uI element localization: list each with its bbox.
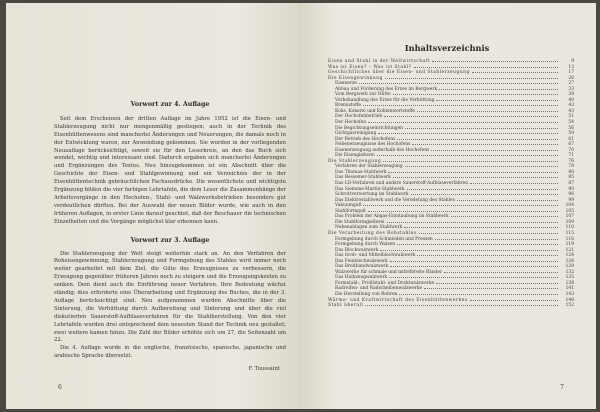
toc-leader-dots — [387, 222, 558, 223]
toc-entry-page: 43 — [568, 108, 574, 114]
toc-leader-dots — [378, 133, 558, 134]
toc-leader-dots — [436, 100, 558, 101]
preface-3-paragraph-1: Die Stahlerzeugung der Welt steigt weiterhin stark an. An den Verfahren der Roheisengewinnung, Stahlerzeugung und Formgebung des Stahles wird immer noch weiter gearbeitet mit dem Ziel, die Güte des Erzeugnisses zu verbessern, die Erzeugung gegenüber früheren Jahren noch zu steigern und die Erzeugungskosten zu senken. Dem dient auch die Einführung neuer Verfahren. Ihre Bedeutung wächst ständig; dies erforderte eine Überarbeitung und Ergänzung des Buches, die in der 3. Auflage berücksichtigt sind. Neu aufgenommen wurden Abschnitte über die Sinterung, die Verhüttung durch Aufbereitung und Sinterung und über die viel diskutierten Sauerstoff-Aufblaseverfahren für die Stahlherstellung. Von den vier Lehrtafeln wurden drei entsprechend dem neuesten Stand der Technik neu gestaltet; zwei weitere kamen hinzu. Die Zahl der Bilder erhöhte sich um 27, die Seitenzahl um 22. — [54, 250, 286, 344]
toc-leader-dots — [389, 277, 558, 278]
toc-entry-page: 76 — [568, 158, 574, 164]
toc-entry-label: Die Eisengewinnung — [328, 75, 383, 81]
toc-leader-dots — [368, 122, 558, 123]
toc-leader-dots — [399, 294, 558, 295]
toc-entry-label: Das Problem der Abgas-Entstaubung im Stahlwerk — [335, 214, 449, 220]
toc-entry-label: Koks, Kokerei und Kohlenwertstoffe — [335, 108, 415, 114]
toc-leader-dots — [419, 233, 558, 234]
toc-leader-dots — [472, 72, 558, 73]
toc-entry-page: 27 — [568, 81, 574, 87]
toc-leader-dots — [405, 166, 558, 167]
toc-entry-page: 56 — [568, 125, 574, 131]
toc-entry-page: 104 — [565, 203, 574, 209]
toc-entry-label: Vakuumguß — [335, 203, 362, 209]
toc-entry-page: 116 — [565, 236, 574, 242]
toc-entry-page: 107 — [565, 214, 574, 220]
toc-entry-label: Brennstoffe — [335, 103, 361, 109]
toc-entry-page: 115 — [565, 230, 574, 236]
toc-entry-page: 99 — [568, 197, 574, 203]
toc-leader-dots — [385, 78, 558, 79]
toc-entry-label: Das Grob- und Mittelblechwalzwerk — [335, 253, 416, 259]
toc-entry-page: 148 — [565, 297, 574, 303]
toc-entry-label: Die Verarbeitung des Rohstahles — [328, 230, 417, 236]
toc-leader-dots — [380, 250, 558, 251]
toc-entry-label: Das Halbzeugwalzwerk — [335, 275, 388, 281]
toc-entry-label: Nebenerzeugnisse des Hochofens — [335, 142, 411, 148]
toc-leader-dots — [404, 227, 558, 228]
toc-entry-label: Das LD-Verfahren und andere Sauerstoff-Aufblaseverfahren — [335, 181, 469, 187]
toc-entry-page: 87 — [568, 181, 574, 187]
toc-leader-dots — [424, 288, 558, 289]
preface-4-body — [54, 116, 286, 227]
page-number-left: 6 — [58, 384, 62, 391]
toc-leader-dots — [436, 283, 558, 284]
toc-entry — [328, 303, 574, 309]
toc-leader-dots — [393, 94, 558, 95]
toc-entry-label: Formgebung durch Walzen — [335, 242, 396, 248]
toc-entry-page: 38 — [568, 92, 574, 98]
toc-entry-page: 132 — [565, 269, 574, 275]
toc-leader-dots — [439, 89, 558, 90]
toc-entry-page: 67 — [568, 142, 574, 148]
toc-leader-dots — [444, 272, 558, 273]
toc-leader-dots — [417, 255, 558, 256]
toc-entry-page: 138 — [565, 280, 574, 286]
toc-leader-dots — [365, 305, 558, 306]
page-number-right: 7 — [560, 384, 564, 391]
toc-entry-label: Die Eisengießerei — [335, 153, 375, 159]
toc-entry-page: 124 — [565, 253, 574, 259]
toc-entry-label: Das Feinblechwalzwerk — [335, 258, 388, 264]
toc-entry-label: Schrottverwertung im Stahlwerk — [335, 192, 409, 198]
toc-entry-label: Das Breitbandwalzwerk — [335, 264, 389, 270]
toc-entry-label: Gichtgasreinigung — [335, 131, 377, 137]
toc-leader-dots — [470, 300, 558, 301]
toc-entry-label: Formgebung durch Schmieden und Pressen — [335, 236, 433, 242]
toc-entry-label: Die Stahlerzeugung — [328, 158, 382, 164]
toc-entry-page: 121 — [565, 247, 574, 253]
toc-entry-label: Eisenerzeugung außerhalb des Hochofens — [335, 147, 430, 153]
toc-entry-page: 119 — [565, 242, 574, 248]
toc-entry-label: Der Hochofen — [335, 120, 367, 126]
toc-entry-label: Vorbehandlung des Erzes für die Verhüttung — [335, 97, 435, 103]
toc-entry-label: Stahl überall — [328, 303, 364, 309]
toc-entry-label: Der Betrieb des Hochofens — [335, 136, 396, 142]
toc-entry-page: 96 — [568, 192, 574, 198]
toc-entry-page: 9 — [571, 59, 574, 64]
toc-leader-dots — [397, 244, 558, 245]
toc-leader-dots — [412, 144, 558, 145]
toc-leader-dots — [432, 61, 558, 62]
toc-entry-page: 40 — [568, 97, 574, 103]
preface-4-heading: Vorwort zur 4. Auflage — [130, 101, 210, 108]
toc-leader-dots — [388, 172, 558, 173]
toc-entry-label: Das Elektrostahlwerk und die Veredelung des Stahles — [335, 197, 455, 203]
toc-leader-dots — [397, 139, 558, 140]
toc-leader-dots — [363, 205, 558, 206]
toc-leader-dots — [393, 177, 558, 178]
toc-entry-page: 71 — [568, 153, 574, 159]
toc-entry-page: 126 — [565, 258, 574, 264]
toc-entry-page: 109 — [565, 219, 574, 225]
toc-entry-label: Die Stahlformgießerei — [335, 219, 385, 225]
toc-entry-label: Eisen und Stahl in der Weltwirtschaft — [328, 59, 431, 64]
toc-entry-label: Abbau und Förderung des Erzes im Bergwerk — [335, 86, 438, 92]
toc-leader-dots — [390, 261, 558, 262]
toc-entry-page: 110 — [565, 225, 574, 231]
toc-leader-dots — [417, 111, 558, 112]
toc-entry-page: 143 — [565, 291, 574, 297]
toc-entry-page: 152 — [565, 303, 574, 309]
preface-text — [54, 101, 286, 374]
toc-leader-dots — [470, 183, 558, 184]
toc-entry-label: Radreifen- und Radscheibenwalzwerke — [335, 286, 423, 292]
toc-entry-label: Nebenanlagen zum Stahlwerk — [335, 225, 403, 231]
preface-3-heading: Vorwort zur 3. Auflage — [130, 236, 210, 244]
toc-leader-dots — [390, 266, 558, 267]
right-page — [298, 3, 596, 409]
toc-entry-label: Stahlformguß — [335, 208, 366, 214]
book-spread — [6, 3, 596, 409]
toc-leader-dots — [407, 189, 558, 190]
toc-entry-page: 59 — [568, 131, 574, 137]
toc-entry-page: 61 — [568, 136, 574, 142]
toc-entry-page: 13 — [568, 64, 574, 70]
toc-entry-page: 90 — [568, 186, 574, 192]
toc-leader-dots — [359, 83, 558, 84]
toc-leader-dots — [405, 128, 558, 129]
toc-entry-page: 105 — [565, 208, 574, 214]
toc-leader-dots — [457, 200, 558, 201]
toc-entry-page: 128 — [565, 264, 574, 270]
preface-3-paragraph-2: Die 4. Auflage wurde in die englische, französische, spanische, japanische und arabische Sprache übersetzt. — [54, 345, 286, 360]
toc-entry-label: Eisenerze — [335, 81, 357, 87]
table-of-contents — [328, 59, 574, 309]
toc-entry-label: Die Begichtungseinrichtungen — [335, 125, 404, 131]
toc-title: Inhaltsverzeichnis — [404, 43, 490, 53]
toc-entry-label: Das Bessemer-Stahlwerk — [335, 175, 391, 181]
toc-entry-page: 85 — [568, 175, 574, 181]
toc-leader-dots — [377, 155, 558, 156]
toc-entry-page: 80 — [568, 169, 574, 175]
toc-entry-page: 135 — [565, 275, 574, 281]
toc-entry-label: Wärme- und Kraftwirtschaft des Eisenhüttenwerkes — [328, 297, 468, 303]
toc-entry-label: Walzwerke für schmale und mittelbreite Bänder — [335, 269, 443, 275]
toc-leader-dots — [384, 116, 558, 117]
toc-entry-label: Formstahl-, Profilstahl- und Drahtwalzwerke — [335, 280, 435, 286]
toc-entry-label: Der Hochofenbetrieb — [335, 114, 383, 120]
preface-signature: F. Toussaint — [248, 366, 280, 373]
toc-leader-dots — [363, 105, 558, 106]
toc-entry-label: Das Siemens-Martin-Stahlwerk — [335, 186, 405, 192]
toc-entry-page: 26 — [568, 75, 574, 81]
toc-leader-dots — [435, 239, 558, 240]
toc-entry-page: 54 — [568, 120, 574, 126]
left-page — [6, 3, 298, 409]
toc-entry-page: 141 — [565, 286, 574, 292]
toc-entry-label: Die Herstellung von Rohren — [335, 291, 398, 297]
toc-entry-label: Verfahren der Stahlerzeugung — [335, 164, 403, 170]
toc-leader-dots — [368, 211, 558, 212]
toc-entry-page: 17 — [568, 70, 574, 76]
toc-leader-dots — [431, 150, 558, 151]
toc-leader-dots — [414, 67, 558, 68]
preface-4-paragraph: Seit dem Erscheinen der dritten Auflage im Jahre 1952 ist die Eisen- und Stahlerzeugung nicht nur mengenmäßig gestiegen; auch in der Technik des Eisenhüttenwesens sind mancherlei Änderungen und Neuerungen, die damals noch in der Entwicklung waren, zur Anwendung gekommen. Sie wurden in der vorliegenden Neuauflage berücksichtigt, soweit sie für den Leserkreis, an den das Buch sich wendet, wichtig und interessant sind. Dadurch ergaben sich mancherlei Änderungen und Ergänzungen des Textes. Neu hinzugekommen ist ein Abschnitt über die Geschichte der Eisen- und Stahlgewinnung und ein Verzeichnis der in der Eisenhüttentechnik gebräuchlichen Fachausdrücke. Die wesentlichste und wichtigste Ergänzung bilden die vier farbigen Lehrtafeln, die dem Leser die Zusammenhänge der Arbeitsvorgänge in den Hochofen-, Stahl- und Walzwerksbetrieben besonders gut verdeutlichen dürften. Bei der Auswahl der neuen Bilder wurde, wie auch in den früheren Auflagen, in erster Linie darauf geachtet, daß der Beschauer die technischen Einzelheiten und die Vorgänge möglichst klar erkennen kann. — [54, 115, 286, 225]
toc-entry-page: 70 — [568, 147, 574, 153]
toc-entry-label: Vom Bergwerk zur Hütte — [335, 92, 391, 98]
toc-entry-page: 51 — [568, 114, 574, 120]
preface-3-body — [54, 251, 286, 362]
toc-leader-dots — [383, 161, 558, 162]
toc-entry-label: Geschichtliches über die Eisen- und Stahlerzeugung — [328, 70, 470, 76]
toc-entry-page: 33 — [568, 86, 574, 92]
toc-entry-label: Was ist Eisen? – Was ist Stahl? — [328, 64, 412, 70]
toc-entry-page: 78 — [568, 164, 574, 170]
toc-entry-label: Das Blockwalzwerk — [335, 247, 379, 253]
toc-entry-label: Das Thomas-Stahlwerk — [335, 169, 387, 175]
toc-entry-page: 43 — [568, 103, 574, 109]
toc-leader-dots — [411, 194, 558, 195]
toc-leader-dots — [451, 216, 558, 217]
